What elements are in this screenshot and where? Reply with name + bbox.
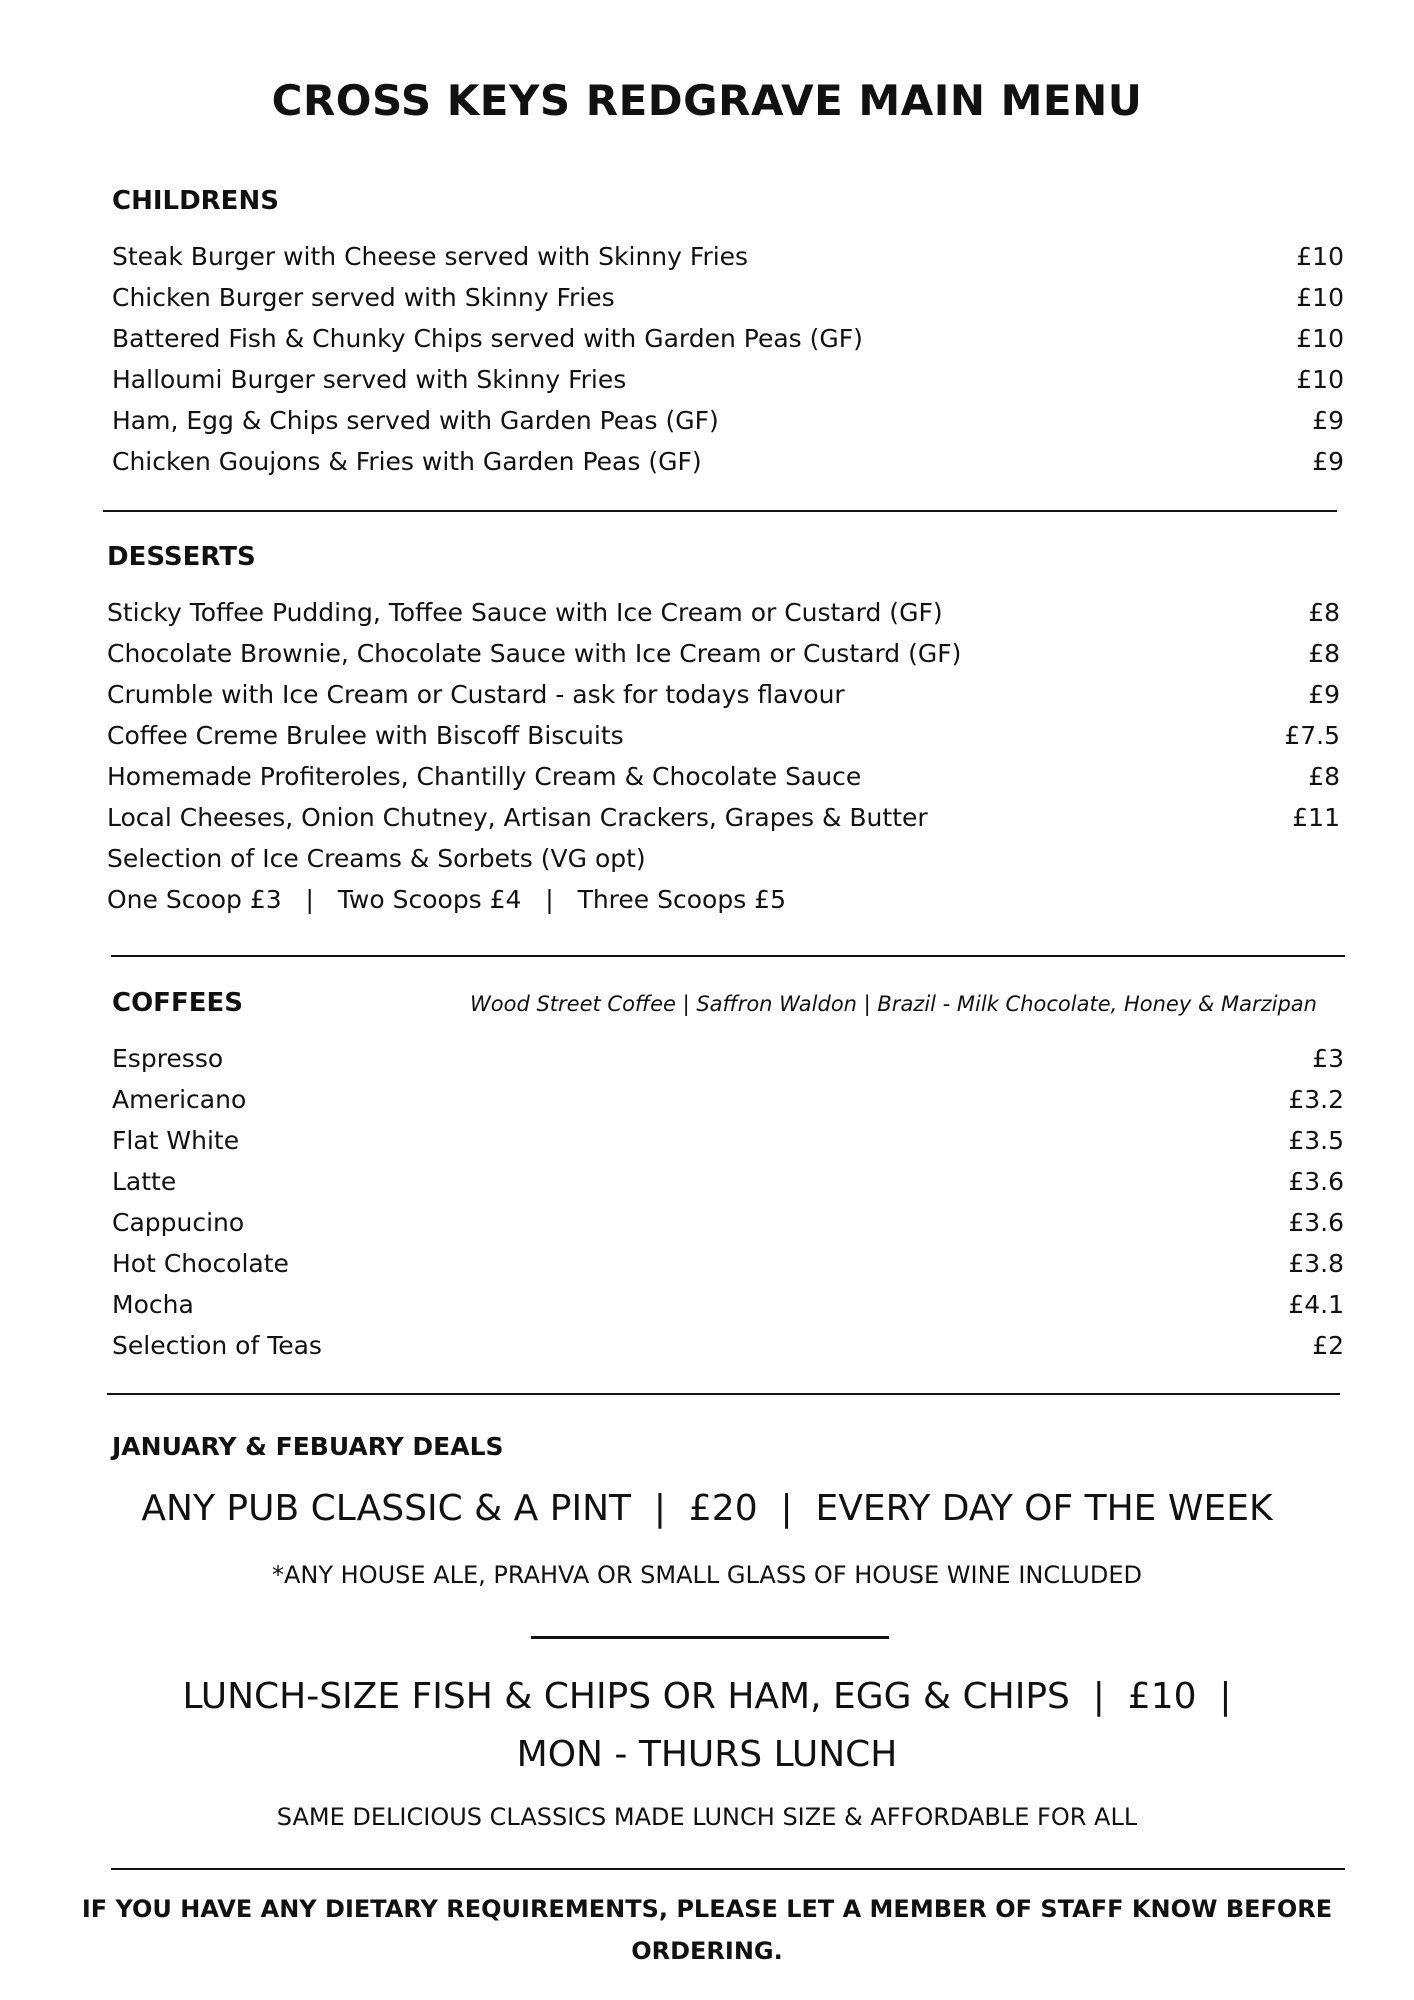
item-name: Sticky Toffee Pudding, Toffee Sauce with Ice Cream or Custard (GF) [107,598,943,627]
deal-pub-classic: ANY PUB CLASSIC & A PINT | £20 | EVERY DAY OF THE WEEK [141,1488,1273,1529]
menu-item [112,400,1344,441]
item-price: £9 [1308,680,1340,709]
item-price: £10 [1296,283,1344,312]
item-price: £7.5 [1284,721,1340,750]
menu-item [112,318,1344,359]
item-price: £3.6 [1288,1167,1344,1196]
item-price: £8 [1308,598,1340,627]
item-name: One Scoop £3 | Two Scoops £4 | Three Scoops £5 [107,885,786,914]
item-name: Coffee Creme Brulee with Biscoff Biscuits [107,721,624,750]
item-price: £11 [1292,803,1340,832]
item-price: £3 [1312,1044,1344,1073]
deals-heading: JANUARY & FEBUARY DEALS [112,1432,504,1461]
item-name: Cappucino [112,1208,245,1237]
menu-item [112,1120,1344,1161]
coffees-list [112,1038,1344,1366]
menu-item [107,797,1340,838]
item-price: £3.2 [1288,1085,1344,1114]
menu-item [107,838,1340,879]
deal-pub-classic-note: *ANY HOUSE ALE, PRAHVA OR SMALL GLASS OF HOUSE WINE INCLUDED [272,1561,1142,1589]
item-price: £2 [1312,1331,1344,1360]
menu-item [107,756,1340,797]
page-title: CROSS KEYS REDGRAVE MAIN MENU [271,76,1143,125]
menu-item [112,441,1344,482]
section-divider [111,1868,1345,1870]
menu-item [112,1284,1344,1325]
item-name: Espresso [112,1044,224,1073]
item-name: Flat White [112,1126,240,1155]
menu-item [112,359,1344,400]
dietary-notice-line2: ORDERING. [631,1937,783,1965]
item-name: Crumble with Ice Cream or Custard - ask for todays flavour [107,680,845,709]
item-name: Steak Burger with Cheese served with Skinny Fries [112,242,749,271]
section-divider [111,955,1345,957]
item-name: Latte [112,1167,177,1196]
item-name: Ham, Egg & Chips served with Garden Peas (GF) [112,406,719,435]
item-name: Local Cheeses, Onion Chutney, Artisan Crackers, Grapes & Butter [107,803,928,832]
deal-lunch-line2: MON - THURS LUNCH [516,1734,898,1775]
menu-item [107,879,1340,920]
menu-item [112,1161,1344,1202]
item-price: £3.5 [1288,1126,1344,1155]
childrens-list [112,236,1344,482]
item-name: Chicken Burger served with Skinny Fries [112,283,615,312]
menu-item [107,633,1340,674]
section-divider [107,1393,1340,1395]
menu-item [107,592,1340,633]
menu-item [112,1325,1344,1366]
deal-divider [531,1636,889,1639]
childrens-heading: CHILDRENS [112,186,279,216]
item-price: £8 [1308,639,1340,668]
item-price: £10 [1296,365,1344,394]
menu-item [107,674,1340,715]
item-price: £9 [1312,447,1344,476]
item-price: £9 [1312,406,1344,435]
dietary-notice-line1: IF YOU HAVE ANY DIETARY REQUIREMENTS, PLEASE LET A MEMBER OF STAFF KNOW BEFORE [81,1895,1333,1923]
desserts-list [107,592,1340,920]
item-price: £10 [1296,324,1344,353]
item-price: £3.8 [1288,1249,1344,1278]
item-name: Mocha [112,1290,194,1319]
menu-item [112,1038,1344,1079]
deal-lunch-note: SAME DELICIOUS CLASSICS MADE LUNCH SIZE & AFFORDABLE FOR ALL [276,1803,1138,1831]
item-name: Americano [112,1085,247,1114]
item-name: Chocolate Brownie, Chocolate Sauce with Ice Cream or Custard (GF) [107,639,962,668]
section-divider [103,510,1337,512]
desserts-heading: DESSERTS [107,542,256,572]
menu-item [112,1202,1344,1243]
item-price: £3.6 [1288,1208,1344,1237]
menu-item [112,236,1344,277]
menu-item [112,277,1344,318]
item-price: £10 [1296,242,1344,271]
coffee-origin-note: Wood Street Coffee | Saffron Waldon | Brazil - Milk Chocolate, Honey & Marzipan [470,992,1317,1016]
item-name: Battered Fish & Chunky Chips served with Garden Peas (GF) [112,324,863,353]
item-name: Selection of Teas [112,1331,322,1360]
item-name: Selection of Ice Creams & Sorbets (VG opt) [107,844,646,873]
item-name: Halloumi Burger served with Skinny Fries [112,365,627,394]
item-name: Chicken Goujons & Fries with Garden Peas (GF) [112,447,702,476]
item-price: £4.1 [1288,1290,1344,1319]
coffees-heading: COFFEES [112,988,243,1018]
item-price: £8 [1308,762,1340,791]
menu-item [112,1243,1344,1284]
menu-item [107,715,1340,756]
menu-item [112,1079,1344,1120]
item-name: Homemade Profiteroles, Chantilly Cream & Chocolate Sauce [107,762,862,791]
item-name: Hot Chocolate [112,1249,289,1278]
deal-lunch-line1: LUNCH-SIZE FISH & CHIPS OR HAM, EGG & CHIPS | £10 | [182,1676,1232,1717]
dietary-notice [0,1888,1414,1972]
